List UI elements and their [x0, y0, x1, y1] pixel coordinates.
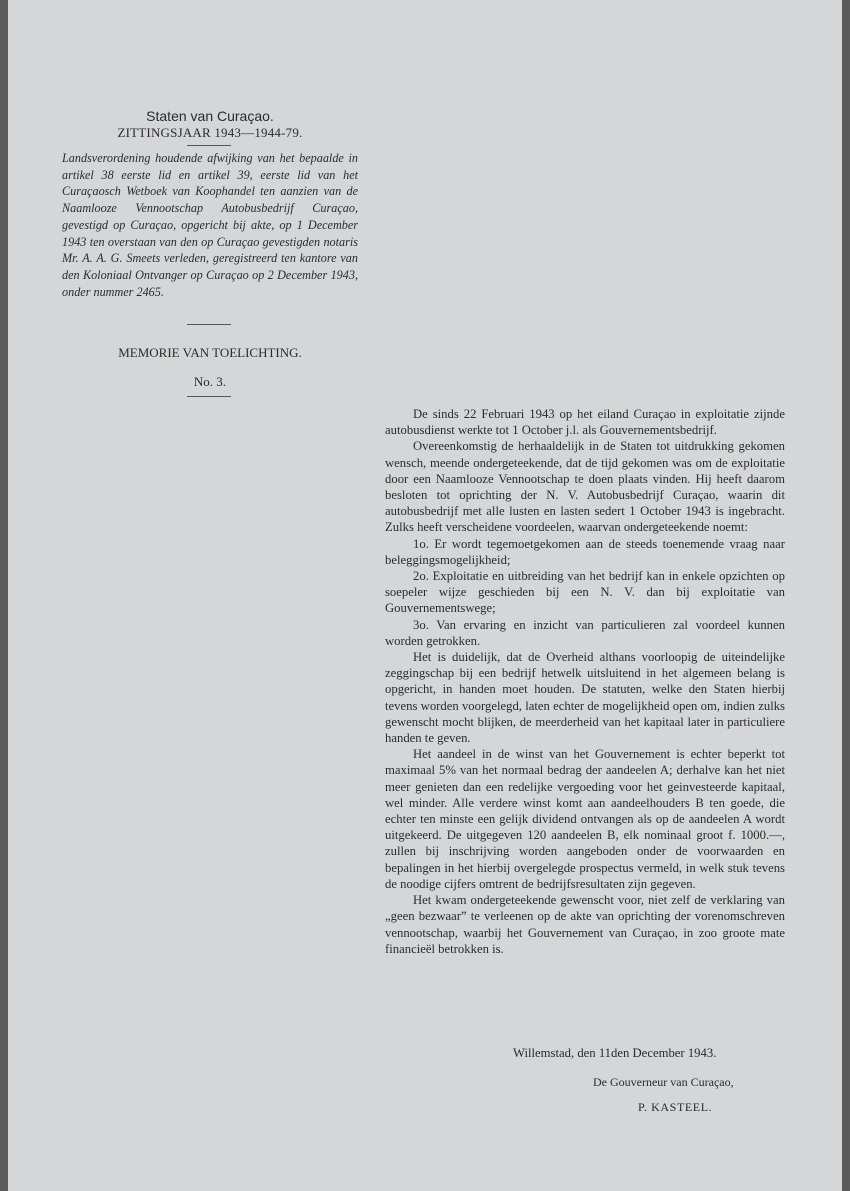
session-year: ZITTINGSJAAR 1943—1944-79.	[117, 125, 303, 140]
document-number: No. 3.	[193, 374, 227, 389]
list-item: 1o. Er wordt tegemoetgekomen aan de steeds toenemende vraag naar beleggingsmogelijkheid;	[385, 536, 785, 567]
signatory-office: De Gouverneur van Curaçao,	[593, 1075, 734, 1089]
body-paragraph: Het kwam ondergeteekende gewenscht voor, niet zelf de verklaring van „geen bezwaar” te verleenen op de akte van oprichting der vorenomschreven vennootschap, waarbij het Gouvernement van Curaçao, in zoo groote mate financieël betrokken is.	[385, 893, 785, 956]
document-title: Staten van Curaçao.	[146, 108, 274, 124]
ordinance-abstract: Landsverordening houdende afwijking van het bepaalde in artikel 38 eerste lid en artikel 39, eerste lid van het Curaçaosch Wetboek van Koophandel ten aanzien van de Naamlooze Vennootschap Autobusbedrijf Curaçao, gevestigd op Curaçao, opgericht bij akte, op 1 December 1943 ten overstaan van den op Curaçao gevestigden notaris Mr. A. A. G. Smeets verleden, geregistreerd ten kantore van den Koloniaal Ontvanger op Curaçao op 2 December 1943, onder nummer 2465.	[62, 151, 358, 299]
body-paragraph: Het aandeel in de winst van het Gouvernement is echter beperkt tot maximaal 5% van het normaal bedrag der aandeelen A; derhalve kan het niet meer genieten dan een redelijke vergoeding voor het geinvesteerde kapitaal, wel minder. Alle verdere winst komt aan aandeelhouders B ten goede, die echter ten minste een gelijk dividend ontvangen als op de aandeelen A wordt uitgekeerd. De uitgegeven 120 aandeelen B, elk nominaal groot f. 1000.—, zullen bij inschrijving worden aangeboden onder de voorwaarden en bepalingen in het hierbij overgelegde prospectus vermeld, in welk stuk tevens de noodige cijfers omtrent de bedrijfsresultaten zijn gegeven.	[385, 747, 785, 891]
body-paragraph: De sinds 22 Februari 1943 op het eiland Curaçao in exploitatie zijnde autobusdienst werkte tot 1 October j.l. als Gouvernementsbedrijf.	[385, 407, 785, 438]
signatory-name: P. KASTEEL.	[638, 1100, 713, 1114]
list-item: 3o. Van ervaring en inzicht van particulieren zal voordeel kunnen worden getrokken.	[385, 617, 785, 648]
divider	[187, 145, 231, 146]
body-paragraph: Overeenkomstig de herhaaldelijk in de Staten tot uitdrukking gekomen wensch, meende ondergeteekende, dat de tijd gekomen was om de exploitatie door een Naamlooze Vennootschap te doen plaats vinden. Hij heeft daarom besloten tot oprichting der N. V. Autobusbedrijf Curaçao, waarin dit autobusbedrijf met alle lusten en lasten sedert 1 October 1943 is ingebracht. Zulks heeft verscheidene voordeelen, waarvan ondergeteekende noemt:	[385, 439, 785, 535]
explanatory-body	[385, 406, 785, 957]
body-paragraph: Het is duidelijk, dat de Overheid althans voorloopig de uiteindelijke zeggingschap bij een bedrijf hetwelk uitsluitend in het algemeen belang is opgericht, in handen moet houden. De statuten, welke den Staten hierbij tevens worden voorgelegd, laten echter de mogelijkheid open om, indien zulks gewenscht mocht blijken, de meerderheid van het kapitaal later in particuliere handen te geven.	[385, 650, 785, 746]
memorie-heading: MEMORIE VAN TOELICHTING.	[118, 345, 302, 360]
list-item: 2o. Exploitatie en uitbreiding van het bedrijf kan in enkele opzichten op soepeler wijze geschieden bij een N. V. dan bij exploitatie van Gouvernementswege;	[385, 569, 785, 616]
divider	[187, 396, 231, 397]
divider	[187, 324, 231, 325]
place-date: Willemstad, den 11den December 1943.	[513, 1046, 717, 1060]
